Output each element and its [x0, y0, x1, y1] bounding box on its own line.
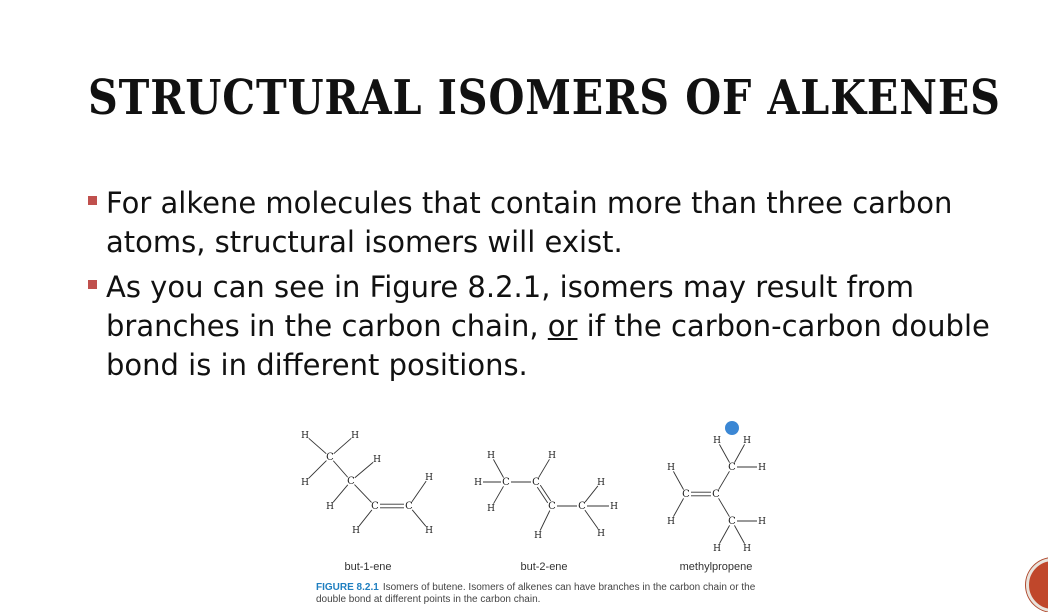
carbon-atom: C — [326, 452, 334, 463]
hydrogen-atom: H — [425, 526, 433, 536]
bond-line — [719, 498, 730, 516]
hydrogen-atom: H — [597, 529, 605, 539]
hydrogen-atom: H — [548, 451, 556, 461]
hydrogen-atom: H — [743, 544, 751, 554]
hydrogen-atom: H — [713, 544, 721, 554]
carbon-atom: C — [347, 476, 355, 487]
bond-line — [540, 485, 550, 501]
hydrogen-atom: H — [373, 455, 381, 465]
hydrogen-atom: H — [534, 531, 542, 541]
hydrogen-atom: H — [597, 478, 605, 488]
bond-line — [412, 510, 426, 526]
figure-caption — [316, 582, 776, 606]
bond-line — [585, 510, 598, 529]
carbon-atom: C — [371, 501, 379, 512]
hydrogen-atom: H — [474, 478, 482, 488]
hydrogen-atom: H — [487, 504, 495, 514]
hydrogen-atom: H — [326, 502, 334, 512]
structural-formulas-diagram — [296, 420, 780, 570]
bond-line — [359, 510, 372, 526]
bond-line — [540, 511, 550, 531]
carbon-atom: C — [682, 489, 690, 500]
hydrogen-atom: H — [487, 451, 495, 461]
bond-line — [719, 444, 729, 462]
carbon-atom: C — [712, 489, 720, 500]
carbon-atom: C — [578, 501, 586, 512]
bond-line — [719, 525, 729, 543]
bond-line — [734, 444, 744, 462]
hydrogen-atom: H — [713, 436, 721, 446]
bond-line — [719, 471, 730, 489]
bond-line — [673, 471, 683, 489]
bond-line — [355, 462, 373, 478]
bond-line — [334, 438, 351, 453]
bond-line — [537, 487, 547, 503]
bullet-item-2 — [88, 268, 1018, 385]
caption-text: Isomers of butene. Isomers of alkenes can have branches in the carbon chain or the double bond at different points in the carbon chain. — [316, 582, 756, 605]
bullet-text-1: For alkene molecules that contain more than three carbon atoms, structural isomers will exist. — [106, 186, 953, 259]
carbon-atom: C — [532, 477, 540, 488]
caption-tag: FIGURE 8.2.1 — [316, 582, 379, 593]
hydrogen-atom: H — [301, 478, 309, 488]
bullet-text-2a: As you can see in Figure 8.2.1, isomers may result from branches in the carbon chain, — [106, 270, 915, 343]
bond-line — [309, 461, 327, 479]
bond-line — [493, 459, 503, 477]
square-bullet-icon — [88, 196, 97, 205]
carbon-atom: C — [405, 501, 413, 512]
hydrogen-atom: H — [758, 463, 766, 473]
hydrogen-atom: H — [425, 473, 433, 483]
bond-line — [309, 438, 326, 453]
bond-line — [539, 459, 550, 477]
carbon-atom: C — [502, 477, 510, 488]
label-methylpropene: methylpropene — [679, 561, 753, 573]
pointer-dot-icon — [725, 421, 739, 435]
bullet-list — [88, 184, 1018, 391]
bullet-text-2b: if the carbon-carbon double bond is in different positions. — [106, 309, 990, 382]
hydrogen-atom: H — [352, 526, 360, 536]
bond-line — [333, 485, 348, 502]
hydrogen-atom: H — [667, 463, 675, 473]
label-but-2-ene: but-2-ene — [520, 561, 568, 573]
bond-line — [354, 485, 371, 503]
hydrogen-atom: H — [301, 431, 309, 441]
bond-line — [493, 486, 503, 503]
figure-isomers-of-butene — [296, 420, 780, 610]
hydrogen-atom: H — [610, 502, 618, 512]
slide-title: STRUCTURAL ISOMERS OF ALKENES — [88, 70, 1001, 126]
bullet-item-1 — [88, 184, 1018, 262]
label-but-1-ene: but-1-ene — [344, 561, 392, 573]
hydrogen-atom: H — [351, 431, 359, 441]
square-bullet-icon — [88, 280, 97, 289]
bond-line — [585, 486, 598, 502]
hydrogen-atom: H — [743, 436, 751, 446]
hydrogen-atom: H — [667, 517, 675, 527]
carbon-atom: C — [548, 501, 556, 512]
bond-line — [333, 461, 347, 477]
bond-line — [412, 481, 426, 502]
hydrogen-atom: H — [758, 517, 766, 527]
bullet-text-2-underlined: or — [547, 309, 578, 343]
corner-badge-icon — [1026, 558, 1048, 612]
carbon-atom: C — [728, 462, 736, 473]
carbon-atom: C — [728, 516, 736, 527]
bond-line — [673, 498, 683, 516]
bond-line — [734, 525, 744, 543]
